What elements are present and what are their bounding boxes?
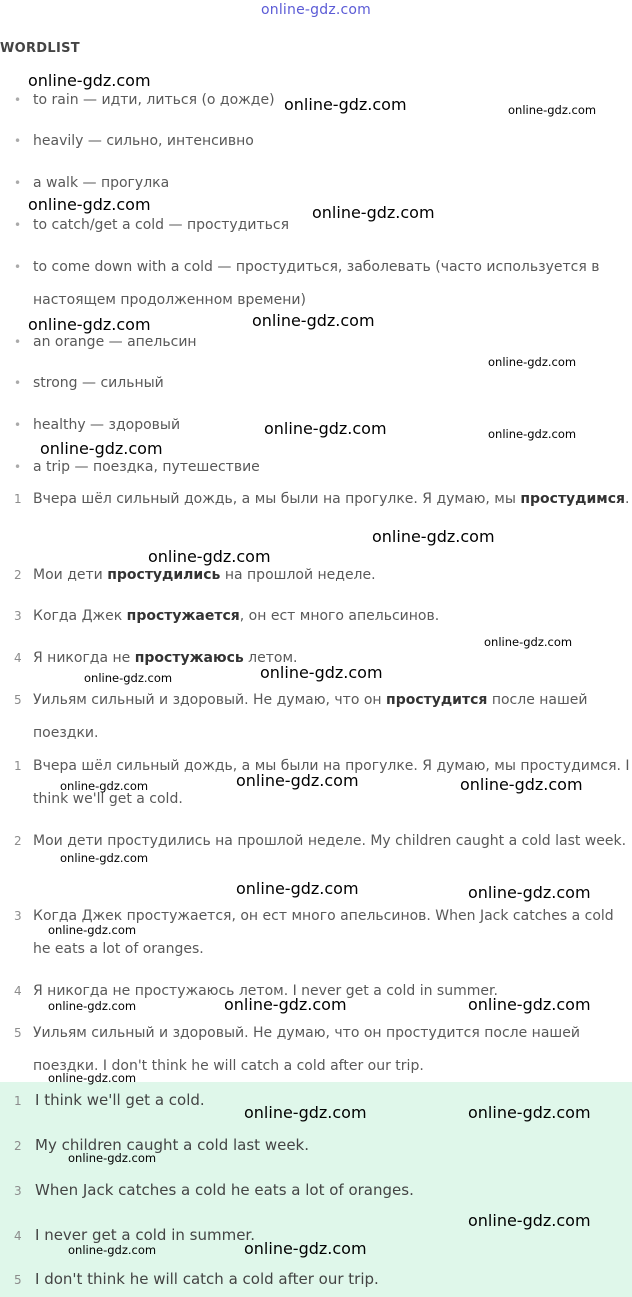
task-ru-text: Когда Джек простужается, он ест много апельсинов. — [33, 608, 440, 624]
bullet-icon: • — [14, 260, 22, 274]
task-ru-text: Я никогда не простужаюсь летом. — [33, 650, 298, 666]
item-number: 5 — [14, 1273, 22, 1287]
task-ru-text: Уильям сильный и здоровый. Не думаю, что он простудится после нашей поездки. — [33, 692, 588, 741]
bullet-icon: • — [14, 218, 22, 232]
watermark: online-gdz.com — [48, 999, 137, 1013]
bullet-icon: • — [14, 418, 22, 432]
watermark: online-gdz.com — [244, 1103, 367, 1122]
wordlist-item-text: a walk — прогулка — [33, 175, 170, 191]
watermark: online-gdz.com — [236, 879, 359, 898]
item-number: 1 — [14, 1094, 22, 1108]
task-mixed-text: Уильям сильный и здоровый. Не думаю, что он простудится после нашей поездки. I don't think he will catch a cold after our trip. — [33, 1025, 580, 1074]
watermark: online-gdz.com — [508, 103, 597, 117]
highlighted-verb: простудится — [386, 692, 488, 708]
task-ru-text: Мои дети простудились на прошлой неделе. — [33, 567, 376, 583]
watermark: online-gdz.com — [68, 1151, 157, 1165]
item-number: 3 — [14, 609, 22, 623]
watermark: online-gdz.com — [28, 195, 151, 214]
bullet-icon: • — [14, 134, 22, 148]
watermark: online-gdz.com — [60, 851, 149, 865]
wordlist-item-text: to catch/get a cold — простудиться — [33, 217, 290, 233]
answer-item — [14, 1091, 205, 1109]
wordlist-item-text: an orange — апельсин — [33, 334, 197, 350]
watermark: online-gdz.com — [488, 427, 577, 441]
item-number: 4 — [14, 984, 22, 998]
task-mixed-text: Вчера шёл сильный дождь, а мы были на прогулке. Я думаю, мы простудимся. I think we'll get a cold. — [33, 758, 630, 807]
watermark: online-gdz.com — [284, 95, 407, 114]
highlighted-verb: простудимся — [520, 491, 626, 507]
bullet-icon: • — [14, 93, 22, 107]
bullet-icon: • — [14, 460, 22, 474]
watermark: online-gdz.com — [264, 419, 387, 438]
watermark: online-gdz.com — [260, 663, 383, 682]
answer-text: I think we'll get a cold. — [35, 1091, 205, 1109]
bullet-icon: • — [14, 335, 22, 349]
answer-item — [14, 1181, 414, 1199]
wordlist-item-text: healthy — здоровый — [33, 417, 181, 433]
watermark: online-gdz.com — [148, 547, 271, 566]
wordlist-item-text: to come down with a cold — простудиться, заболевать (часто используется в настоящем продолженном времени) — [33, 259, 600, 308]
item-number: 2 — [14, 834, 22, 848]
watermark: online-gdz.com — [312, 203, 435, 222]
watermark: online-gdz.com — [236, 771, 359, 790]
item-number: 1 — [14, 492, 22, 506]
watermark: online-gdz.com — [224, 995, 347, 1014]
answer-text: When Jack catches a cold he eats a lot of oranges. — [35, 1181, 414, 1199]
item-number: 5 — [14, 693, 22, 707]
task-mixed-text: Я никогда не простужаюсь летом. I never get a cold in summer. — [33, 983, 498, 999]
highlighted-verb: простужается — [126, 608, 240, 624]
watermark: online-gdz.com — [84, 671, 173, 685]
watermark: online-gdz.com — [48, 1071, 137, 1085]
item-number: 4 — [14, 1229, 22, 1243]
task-ru-text: Вчера шёл сильный дождь, а мы были на прогулке. Я думаю, мы простудимся. — [33, 491, 630, 507]
answer-text: I don't think he will catch a cold after our trip. — [35, 1270, 379, 1288]
watermark: online-gdz.com — [488, 355, 577, 369]
bullet-icon: • — [14, 376, 22, 390]
highlighted-verb: простужаюсь — [134, 650, 244, 666]
watermark: online-gdz.com — [372, 527, 495, 546]
item-number: 2 — [14, 1139, 22, 1153]
answer-item — [14, 1136, 309, 1154]
watermark: online-gdz.com — [244, 1239, 367, 1258]
watermark: online-gdz.com — [468, 1211, 591, 1230]
watermark: online-gdz.com — [484, 635, 573, 649]
watermark: online-gdz.com — [28, 315, 151, 334]
wordlist-item-text: heavily — сильно, интенсивно — [33, 133, 254, 149]
site-link[interactable]: online-gdz.com — [260, 2, 372, 18]
highlighted-verb: простудились — [107, 567, 221, 583]
bullet-icon: • — [14, 176, 22, 190]
watermark: online-gdz.com — [468, 995, 591, 1014]
task-mixed-text: Мои дети простудились на прошлой неделе. My children caught a cold last week. — [33, 833, 627, 849]
item-number: 1 — [14, 759, 22, 773]
wordlist-item-text: strong — сильный — [33, 375, 164, 391]
answer-text: My children caught a cold last week. — [35, 1136, 310, 1154]
item-number: 4 — [14, 651, 22, 665]
watermark: online-gdz.com — [28, 71, 151, 90]
task-mixed-text: Когда Джек простужается, он ест много апельсинов. When Jack catches a cold he eats a lot of oranges. — [33, 908, 614, 957]
answer-text: I never get a cold in summer. — [35, 1226, 255, 1244]
wordlist-heading: WORDLIST — [0, 41, 80, 56]
watermark: online-gdz.com — [48, 923, 137, 937]
wordlist-item-text: a trip — поездка, путешествие — [33, 459, 260, 475]
watermark: online-gdz.com — [68, 1243, 157, 1257]
answer-item — [14, 1270, 379, 1288]
item-number: 3 — [14, 1184, 22, 1198]
answer-item — [14, 1226, 255, 1244]
wordlist-item-text: to rain — идти, литься (о дожде) — [33, 92, 275, 108]
watermark: online-gdz.com — [252, 311, 375, 330]
watermark: online-gdz.com — [468, 883, 591, 902]
watermark: online-gdz.com — [60, 779, 149, 793]
watermark: online-gdz.com — [468, 1103, 591, 1122]
item-number: 3 — [14, 909, 22, 923]
item-number: 2 — [14, 568, 22, 582]
watermark: online-gdz.com — [460, 775, 583, 794]
watermark: online-gdz.com — [40, 439, 163, 458]
item-number: 5 — [14, 1026, 22, 1040]
